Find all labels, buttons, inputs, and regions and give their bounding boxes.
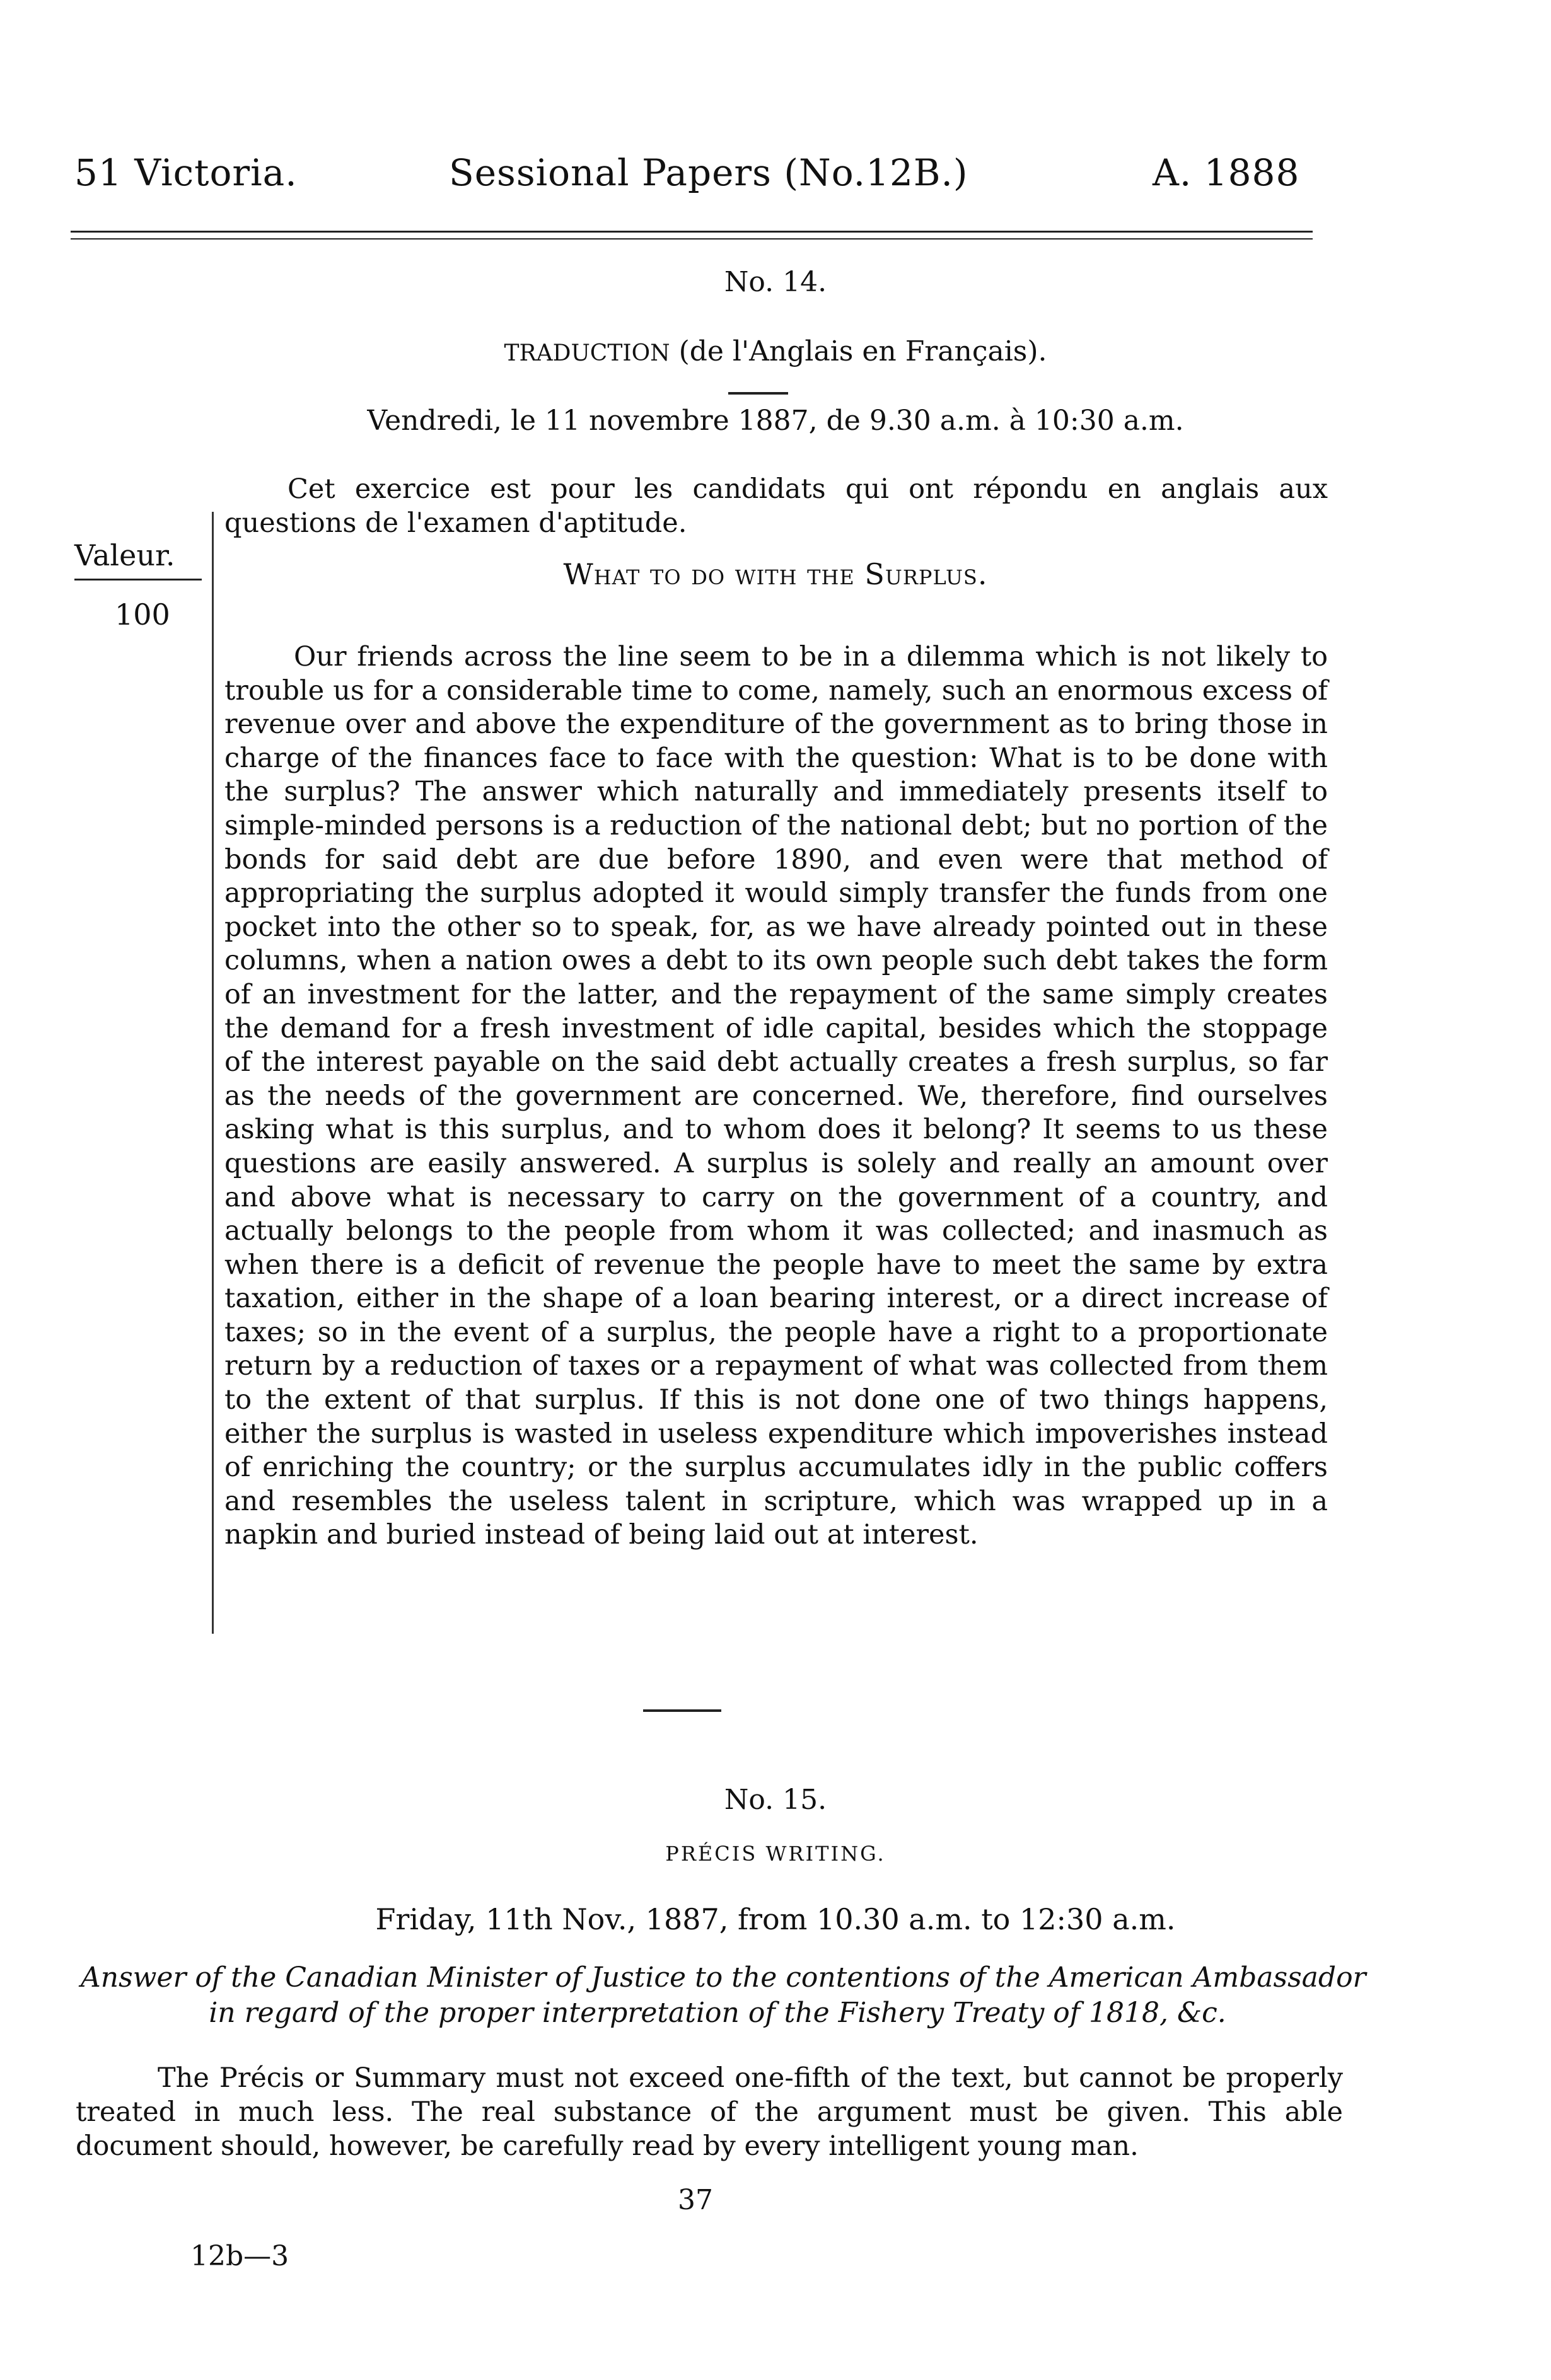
precis-instructions: The Précis or Summary must not exceed one-fifth of the text, but cannot be properly treated in much less. The real substance of the argument must be given. This able document should, however, be carefully read by every intelligent young man.	[76, 2062, 1343, 2162]
printer-signature: 12b—3	[190, 2240, 289, 2272]
section-number-15: No. 15.	[724, 1784, 827, 1816]
margin-rule	[74, 579, 202, 581]
section-divider	[643, 1709, 721, 1712]
header-year: A. 1888	[1153, 151, 1300, 194]
exercise-intro: Cet exercice est pour les candidats qui ont répondu en anglais aux questions de l'examen d'aptitude.	[224, 473, 1328, 539]
header-session: 51 Victoria.	[74, 151, 298, 194]
translation-direction: (de l'Anglais en Français).	[678, 335, 1047, 367]
margin-value: 100	[115, 598, 170, 632]
divider-short	[728, 392, 788, 395]
article-body: Our friends across the line seem to be in a dilemma which is not likely to trouble us for a considerable time to come, namely, such an enormous excess of revenue over and above the expenditure of the government as to bring those in charge of the finances face to face with the question: What is to be done with the surplus? The answer which naturally and immediately presents itself to simple-minded persons is a reduction of the national debt; but no portion of the bonds for said debt are due before 1890, and even were that method of appropriating the surplus adopted it would simply transfer the funds from one pocket into the other so to speak, for, as we have already pointed out in these columns, when a nation owes a debt to its own people such debt takes the form of an investment for the latter, and the repayment of the same simply creates the demand for a fresh investment of idle capital, besides which the stoppage of the interest payable on the said debt actually creates a fresh surplus, so far as the needs of the government are concerned. We, therefore, find ourselves asking what is this surplus, and to whom does it belong? It seems to us these questions are easily answered. A surplus is solely and really an amount over and above what is necessary to carry on the government of a country, and actually belongs to the people from whom it was collected; and inasmuch as when there is a deficit of revenue the people have to meet the same by extra taxation, either in the shape of a loan bearing interest, or a direct increase of taxes; so in the event of a surplus, the people have a right to a proportionate return by a reduction of taxes or a repayment of what was collected from them to the extent of that surplus. If this is not done one of two things happens, either the surplus is wasted in useless expenditure which impoverishes instead of enriching the country; or the surplus accumulates idly in the public coffers and resembles the useless talent in scripture, which was wrapped up in a napkin and buried instead of being laid out at interest.	[224, 641, 1328, 1551]
article-title: What to do with the Surplus.	[563, 557, 988, 591]
section-subtitle: PRÉCIS WRITING.	[665, 1842, 886, 1866]
translation-note	[214, 335, 1337, 367]
translation-label: TRADUCTION	[504, 340, 670, 366]
document-title-line1: Answer of the Canadian Minister of Justice to the contentions of the American Ambassador	[81, 1961, 1366, 1994]
header-rule-bottom	[71, 238, 1313, 240]
page-number: 37	[678, 2184, 713, 2216]
section-number-14: No. 14.	[724, 266, 827, 298]
margin-bracket-line	[212, 512, 214, 1634]
margin-label-valeur: Valeur.	[74, 538, 175, 572]
exam-date-en: Friday, 11th Nov., 1887, from 10.30 a.m. to 12:30 a.m.	[375, 1902, 1176, 1936]
document-title-line2: in regard of the proper interpretation of the Fishery Treaty of 1818, &c.	[209, 1997, 1226, 2029]
exam-date-fr: Vendredi, le 11 novembre 1887, de 9.30 a.m. à 10:30 a.m.	[367, 405, 1184, 437]
header-title: Sessional Papers (No.12B.)	[449, 151, 968, 194]
header-rule-top	[71, 231, 1313, 233]
